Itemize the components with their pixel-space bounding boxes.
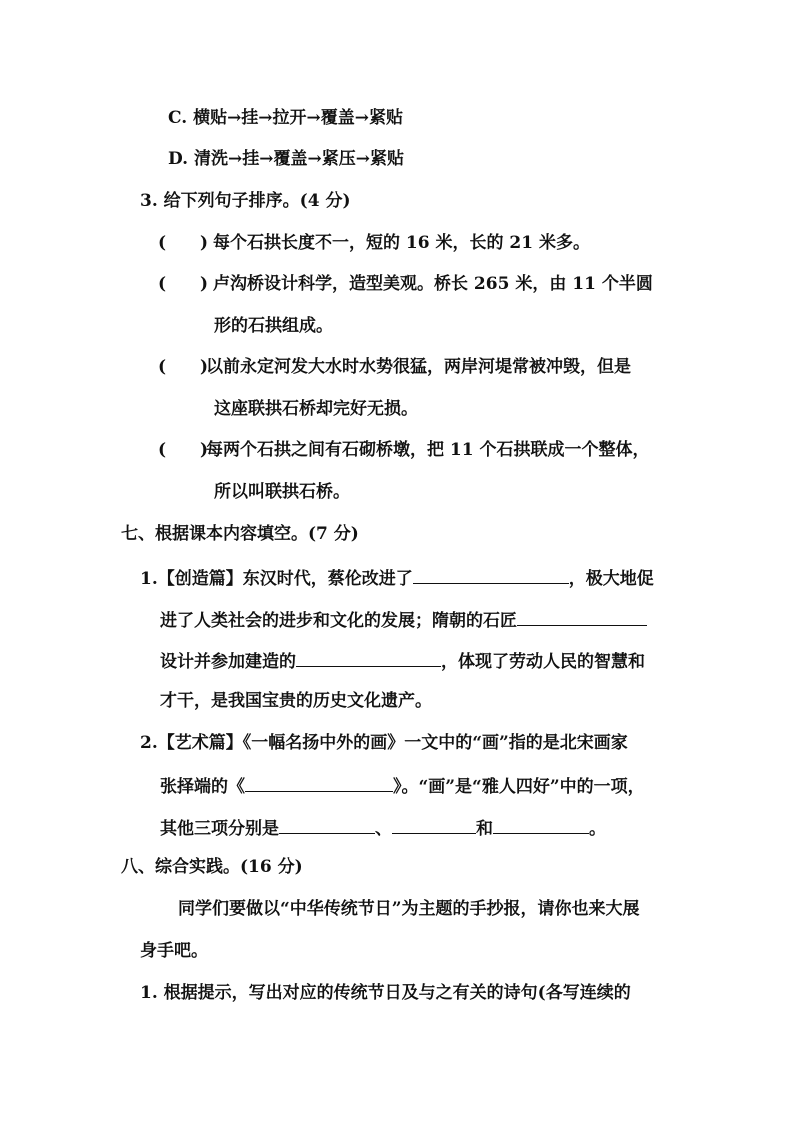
sentence-row — [158, 439, 650, 461]
q2-text: 其他三项分别是 — [160, 819, 279, 839]
q2-text: 。 — [589, 819, 606, 839]
q2-text: 和 — [476, 819, 493, 839]
section-8-intro-cont: 身手吧。 — [140, 941, 208, 961]
sentence-continuation: 这座联拱石桥却完好无损。 — [214, 399, 418, 419]
q1-line-2 — [160, 607, 647, 632]
question-3-title: 3. 给下列句子排序。(4 分) — [140, 191, 351, 211]
section-7-title: 七、根据课本内容填空。(7 分) — [121, 524, 359, 544]
fill-blank-hobby-1[interactable] — [279, 815, 375, 834]
section-8-q1: 1. 根据提示，写出对应的传统节日及与之有关的诗句(各写连续的 — [140, 983, 631, 1003]
q2-text: 张择端的《 — [160, 777, 245, 797]
option-c: C. 横贴→挂→拉开→覆盖→紧贴 — [168, 108, 404, 128]
fill-blank-bridge[interactable] — [296, 648, 441, 667]
sentence-continuation: 形的石拱组成。 — [214, 316, 333, 336]
q1-line-3 — [160, 648, 645, 673]
fill-blank-hobby-2[interactable] — [392, 815, 476, 834]
q1-text: 1.【创造篇】东汉时代，蔡伦改进了 — [140, 569, 413, 589]
q2-text: 、 — [375, 819, 392, 839]
sentence-row — [158, 232, 590, 254]
q2-text: 》。“画”是“雅人四好”中的一项， — [393, 777, 645, 797]
q2-line-2 — [160, 773, 645, 798]
sentence-row — [158, 273, 653, 295]
q1-text: 进了人类社会的进步和文化的发展；隋朝的石匠 — [160, 611, 517, 631]
fill-blank-hobby-3[interactable] — [493, 815, 589, 834]
q1-text: ，极大地促 — [568, 569, 654, 589]
fill-blank-craftsman[interactable] — [517, 607, 647, 626]
option-d: D. 清洗→挂→覆盖→紧压→紧贴 — [168, 149, 404, 169]
order-blank[interactable]: ( ) — [158, 440, 209, 460]
q1-text: ，体现了劳动人民的智慧和 — [441, 652, 645, 672]
order-blank[interactable]: ( ) — [158, 357, 209, 377]
section-8-title: 八、综合实践。(16 分) — [121, 857, 303, 877]
sentence-text: 以前永定河发大水时水势很猛，两岸河堤常被冲毁，但是 — [206, 357, 631, 377]
sentence-text: 卢沟桥设计科学，造型美观。桥长 265 米，由 11 个半圆 — [213, 274, 653, 294]
q1-text: 设计并参加建造的 — [160, 652, 296, 672]
fill-blank-paper[interactable] — [413, 565, 569, 584]
section-8-intro: 同学们要做以“中华传统节日”为主题的手抄报，请你也来大展 — [178, 899, 640, 919]
q1-line-4: 才干，是我国宝贵的历史文化遗产。 — [160, 691, 432, 711]
sentence-continuation: 所以叫联拱石桥。 — [214, 482, 350, 502]
fill-blank-painting[interactable] — [245, 773, 393, 792]
q2-line-3 — [160, 815, 606, 840]
q2-line-1: 2.【艺术篇】《一幅名扬中外的画》一文中的“画”指的是北宋画家 — [140, 733, 628, 753]
sentence-text: 每两个石拱之间有石砌桥墩，把 11 个石拱联成一个整体， — [206, 440, 650, 460]
sentence-text: 每个石拱长度不一，短的 16 米，长的 21 米多。 — [213, 233, 590, 253]
q1-line-1 — [140, 565, 654, 590]
order-blank[interactable]: ( ) — [158, 274, 209, 294]
sentence-row — [158, 356, 631, 378]
order-blank[interactable]: ( ) — [158, 233, 209, 253]
